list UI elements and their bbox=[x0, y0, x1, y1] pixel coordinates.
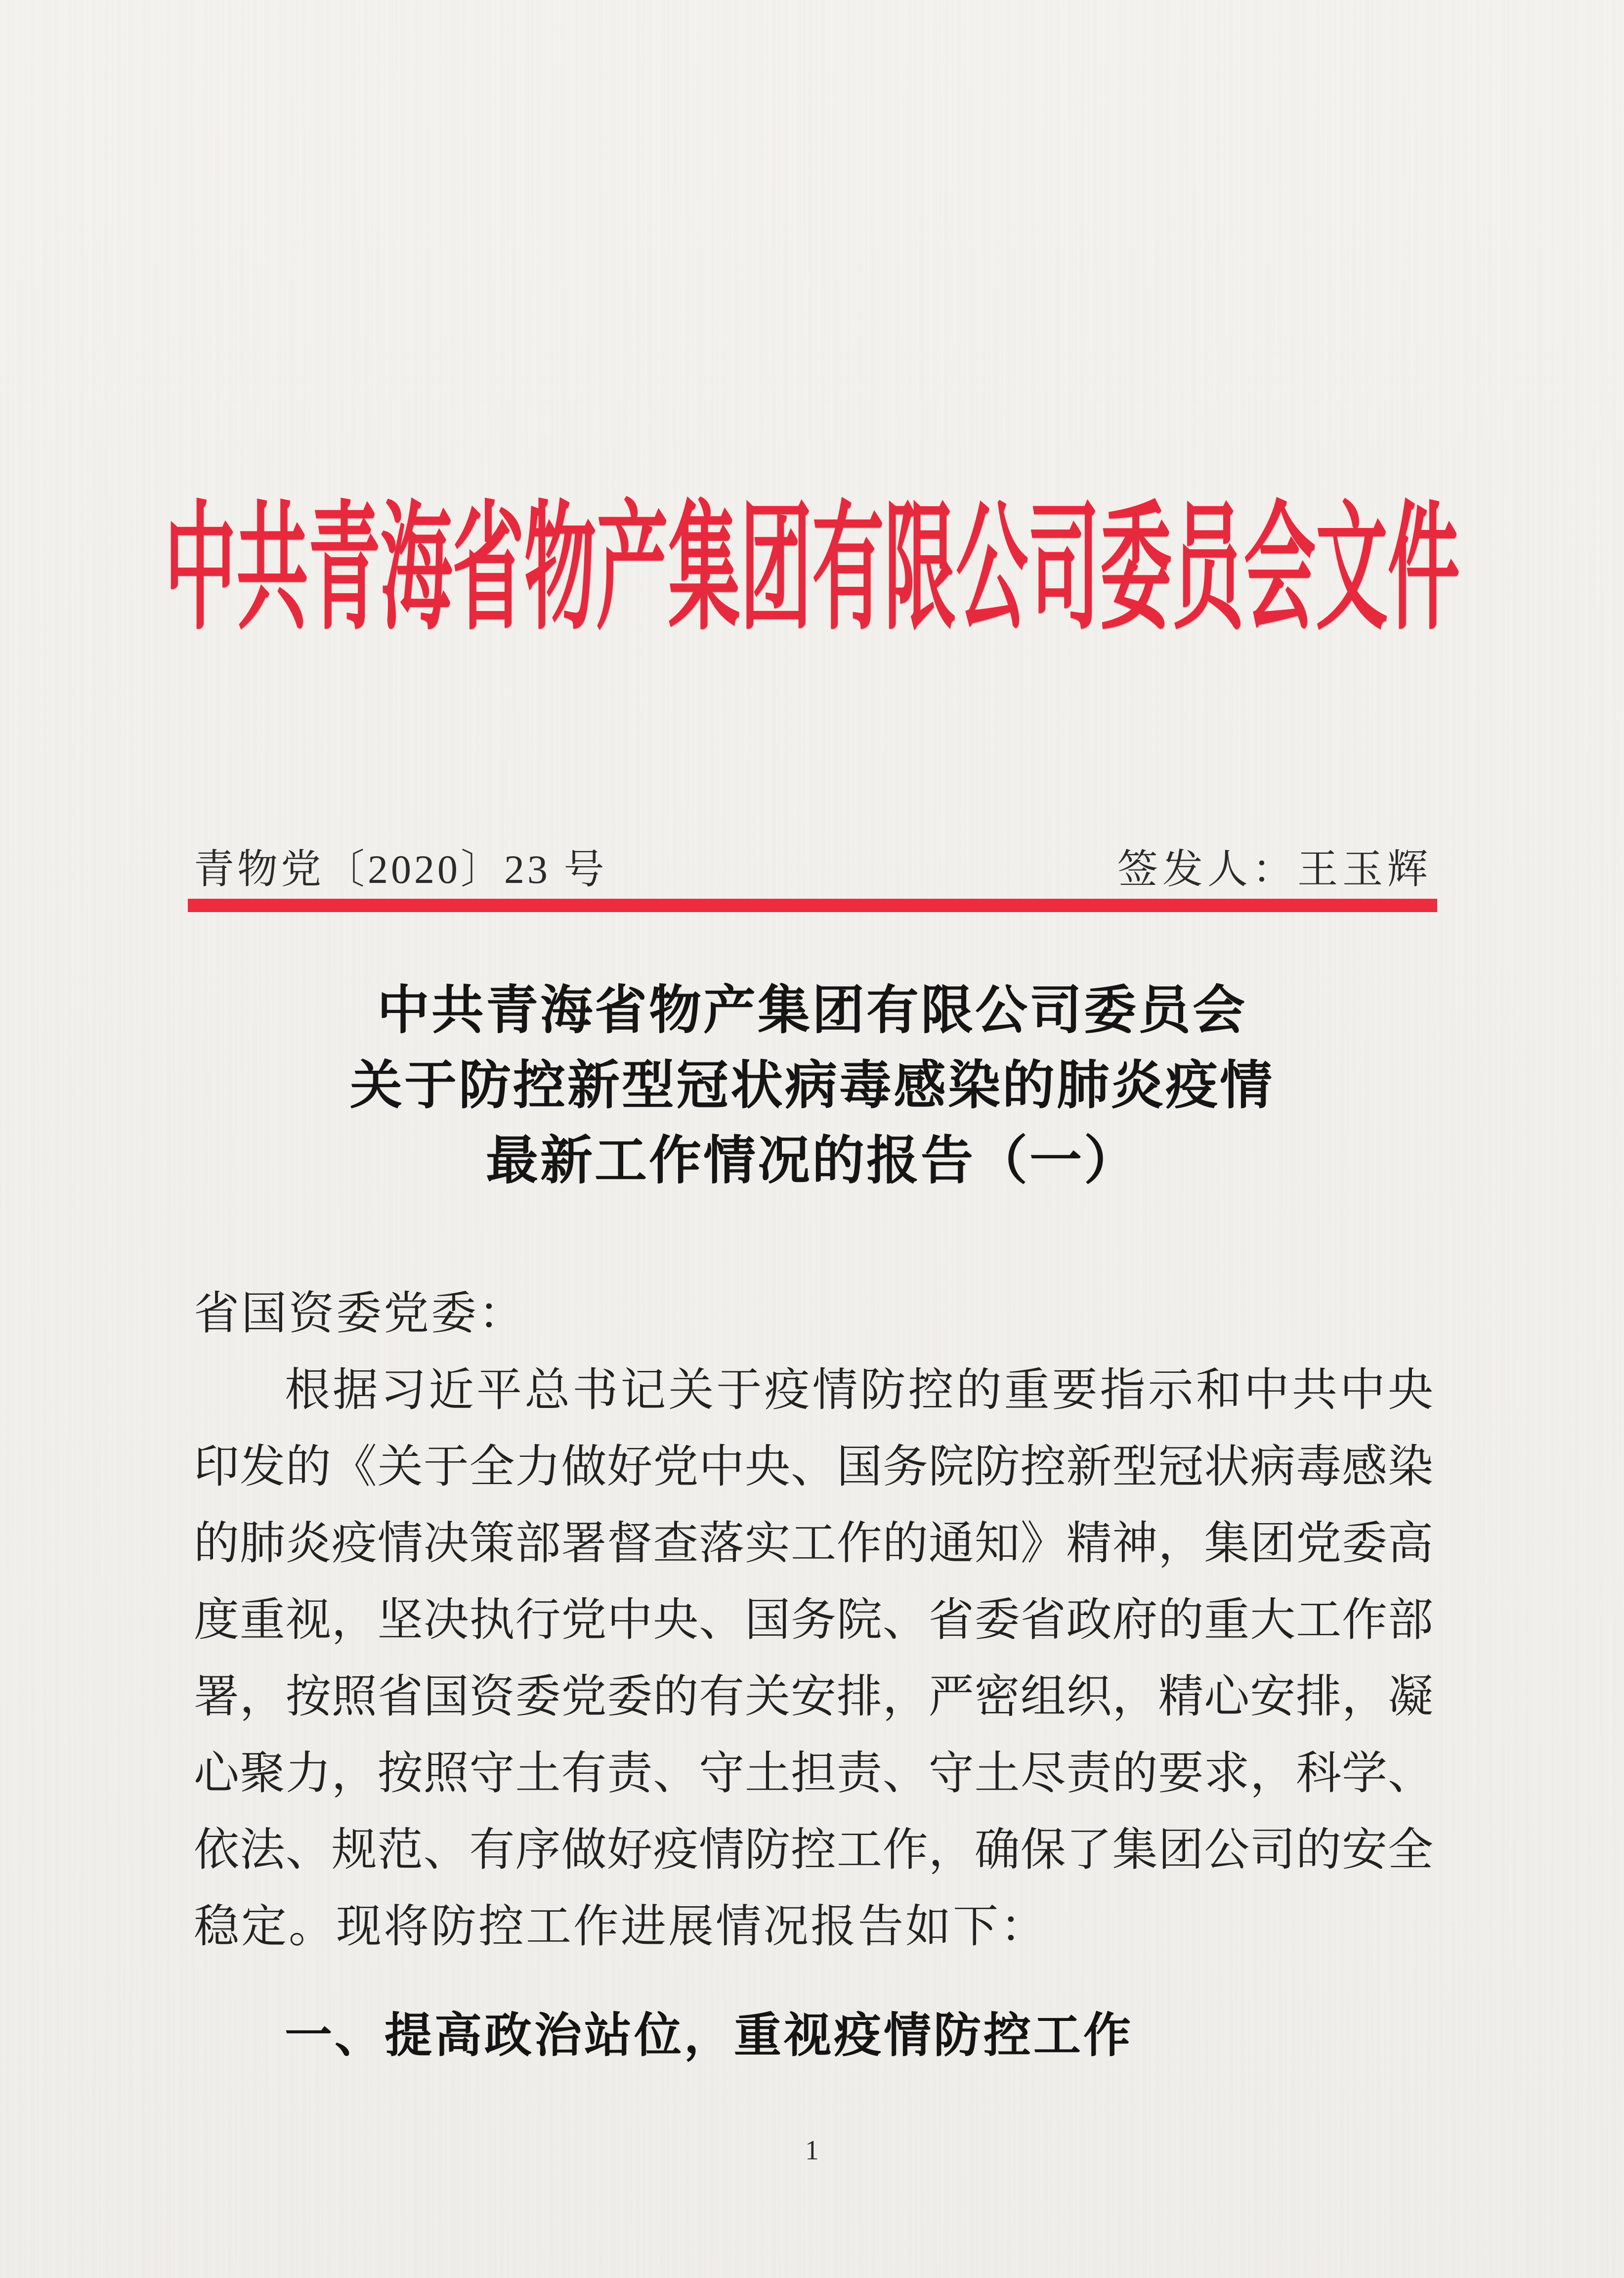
red-header-banner-title: 中共青海省物产集团有限公司委员会文件 bbox=[164, 492, 1460, 646]
document-number: 青物党〔2020〕23 号 bbox=[194, 847, 607, 892]
issuer-field bbox=[1117, 837, 1432, 895]
body-line: 印发的《关于全力做好党中央、国务院防控新型冠状病毒感染 bbox=[194, 1442, 1433, 1492]
section-heading: 一、提高政治站位，重视疫情防控工作 bbox=[285, 2009, 1133, 2062]
document-meta-row bbox=[194, 837, 1432, 895]
body-line: 依法、规范、有序做好疫情防控工作，确保了集团公司的安全 bbox=[194, 1825, 1433, 1875]
issuer-label: 签发人： bbox=[1117, 847, 1297, 892]
red-divider-line bbox=[188, 899, 1437, 912]
document-title-line-3: 最新工作情况的报告（一） bbox=[486, 1132, 1138, 1190]
document-title-line-1: 中共青海省物产集团有限公司委员会 bbox=[377, 981, 1247, 1040]
document-title-line-2: 关于防控新型冠状病毒感染的肺炎疫情 bbox=[350, 1056, 1274, 1115]
page-number: 1 bbox=[805, 2135, 819, 2166]
issuer-name: 王玉辉 bbox=[1297, 847, 1432, 892]
body-line: 的肺炎疫情决策部署督查落实工作的通知》精神，集团党委高 bbox=[194, 1518, 1433, 1569]
document-body bbox=[194, 1275, 1433, 2074]
body-line: 稳定。现将防控工作进展情况报告如下： bbox=[194, 1901, 1048, 1952]
body-line: 心聚力，按照守土有责、守土担责、守土尽责的要求，科学、 bbox=[194, 1748, 1433, 1798]
body-line: 度重视，坚决执行党中央、国务院、省委省政府的重大工作部 bbox=[194, 1595, 1433, 1645]
salutation: 省国资委党委： bbox=[194, 1288, 526, 1339]
body-line: 根据习近平总书记关于疫情防控的重要指示和中共中央 bbox=[285, 1365, 1433, 1415]
red-header-banner-wrap bbox=[0, 492, 1624, 646]
body-line: 署，按照省国资委党委的有关安排，严密组织，精心安排，凝 bbox=[194, 1671, 1433, 1722]
document-title bbox=[0, 973, 1624, 1198]
